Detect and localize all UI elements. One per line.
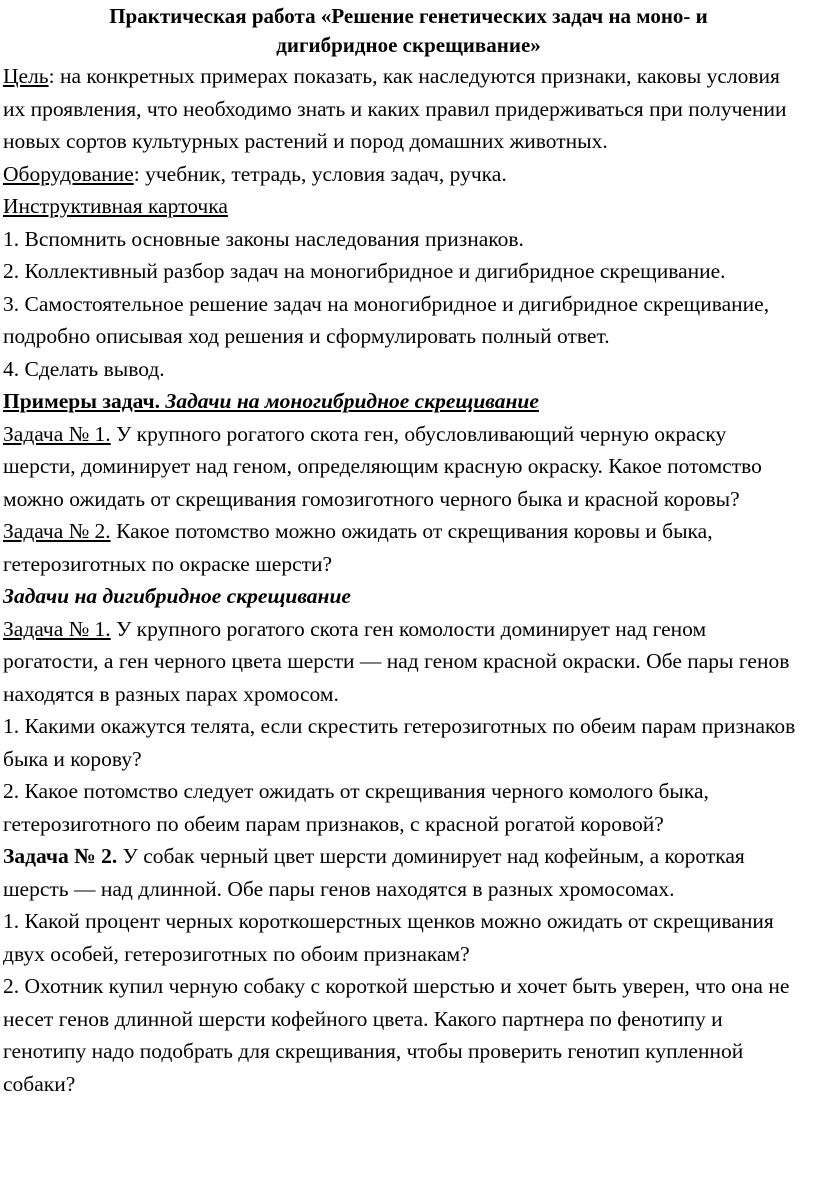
title-line-1: Практическая работа «Решение генетических задач на моно- и [109,4,708,28]
title-line-2: дигибридное скрещивание» [276,33,541,57]
goal-paragraph [3,60,804,158]
instruction-card-heading: Инструктивная карточка [3,194,228,218]
instruction-item-1: 1. Вспомнить основные законы наследования признаков. [3,226,524,251]
instruction-item-3: 3. Самостоятельное решение задач на моногибридное и дигибридное скрещивание, подробно описывая ход решения и сформулировать полный ответ. [3,291,770,348]
equipment-label: Оборудование [3,161,134,186]
di-task-2-text: У собак черный цвет шерсти доминирует над кофейным, а короткая шерсть — над длинной. Обе пары генов находятся в разных хромосомах. [3,844,745,901]
mono-task-2-label: Задача № 2. [3,519,111,543]
di-task-2-question-2: 2. Охотник купил черную собаку с короткой шерстью и хочет быть уверен, что она не несет генов длинной шерсти кофейного цвета. Какого партнера по фенотипу и генотипу надо подобрать для скрещивания, чтобы проверить генотип купленной собаки? [3,974,790,1096]
mono-task-1-label: Задача № 1. [3,421,111,446]
examples-label: Примеры задач. [3,389,161,413]
di-task-1-question-1: 1. Какими окажутся телята, если скрестить гетерозиготных по обеим парам признаков быка и корову? [3,714,796,771]
instruction-item-2: 2. Коллективный разбор задач на моногибридное и дигибридное скрещивание. [3,259,726,283]
goal-text: : на конкретных примерах показать, как наследуются признаки, каковы условия их проявления, что необходимо знать и каких правил придерживаться при получении новых сортов культурных растений и пород домашних животных. [3,64,787,153]
di-task-1 [3,613,804,711]
di-heading: Задачи на дигибридное скрещивание [3,584,351,608]
di-task-1-question-2: 2. Какое потомство следует ожидать от скрещивания черного комолого быка, гетерозиготного по обеим парам признаков, с красной рогатой коровой? [3,779,709,836]
di-task-1-label: Задача № 1. [3,616,111,641]
di-task-2 [3,840,804,905]
mono-task-2-text: Какое потомство можно ожидать от скрещивания коровы и быка, гетерозиготных по окраске шерсти? [3,519,713,576]
di-task-2-label: Задача № 2. [3,844,118,868]
equipment-paragraph [3,158,804,191]
di-task-2-question-1: 1. Какой процент черных короткошерстных щенков можно ожидать от скрещивания двух особей, гетерозиготных по обоим признакам? [3,909,774,966]
equipment-text: : учебник, тетрадь, условия задач, ручка. [133,161,507,186]
mono-heading: Задачи на моногибридное скрещивание [160,389,539,413]
di-task-1-text: У крупного рогатого скота ген комолости доминирует над геном рогатости, а ген черного цвета шерсти — над геном красной окраски. Обе пары генов находятся в разных парах хромосом. [3,616,790,706]
document-title [3,2,804,60]
examples-heading [3,385,804,418]
instruction-item-4: 4. Сделать вывод. [3,356,165,381]
mono-task-2 [3,515,804,580]
mono-task-1-text: У крупного рогатого скота ген, обусловливающий черную окраску шерсти, доминирует над геном, определяющим красную окраску. Какое потомство можно ожидать от скрещивания гомозиготного черного быка и красной коровы? [3,421,762,511]
goal-label: Цель [3,64,49,88]
mono-task-1 [3,418,804,516]
